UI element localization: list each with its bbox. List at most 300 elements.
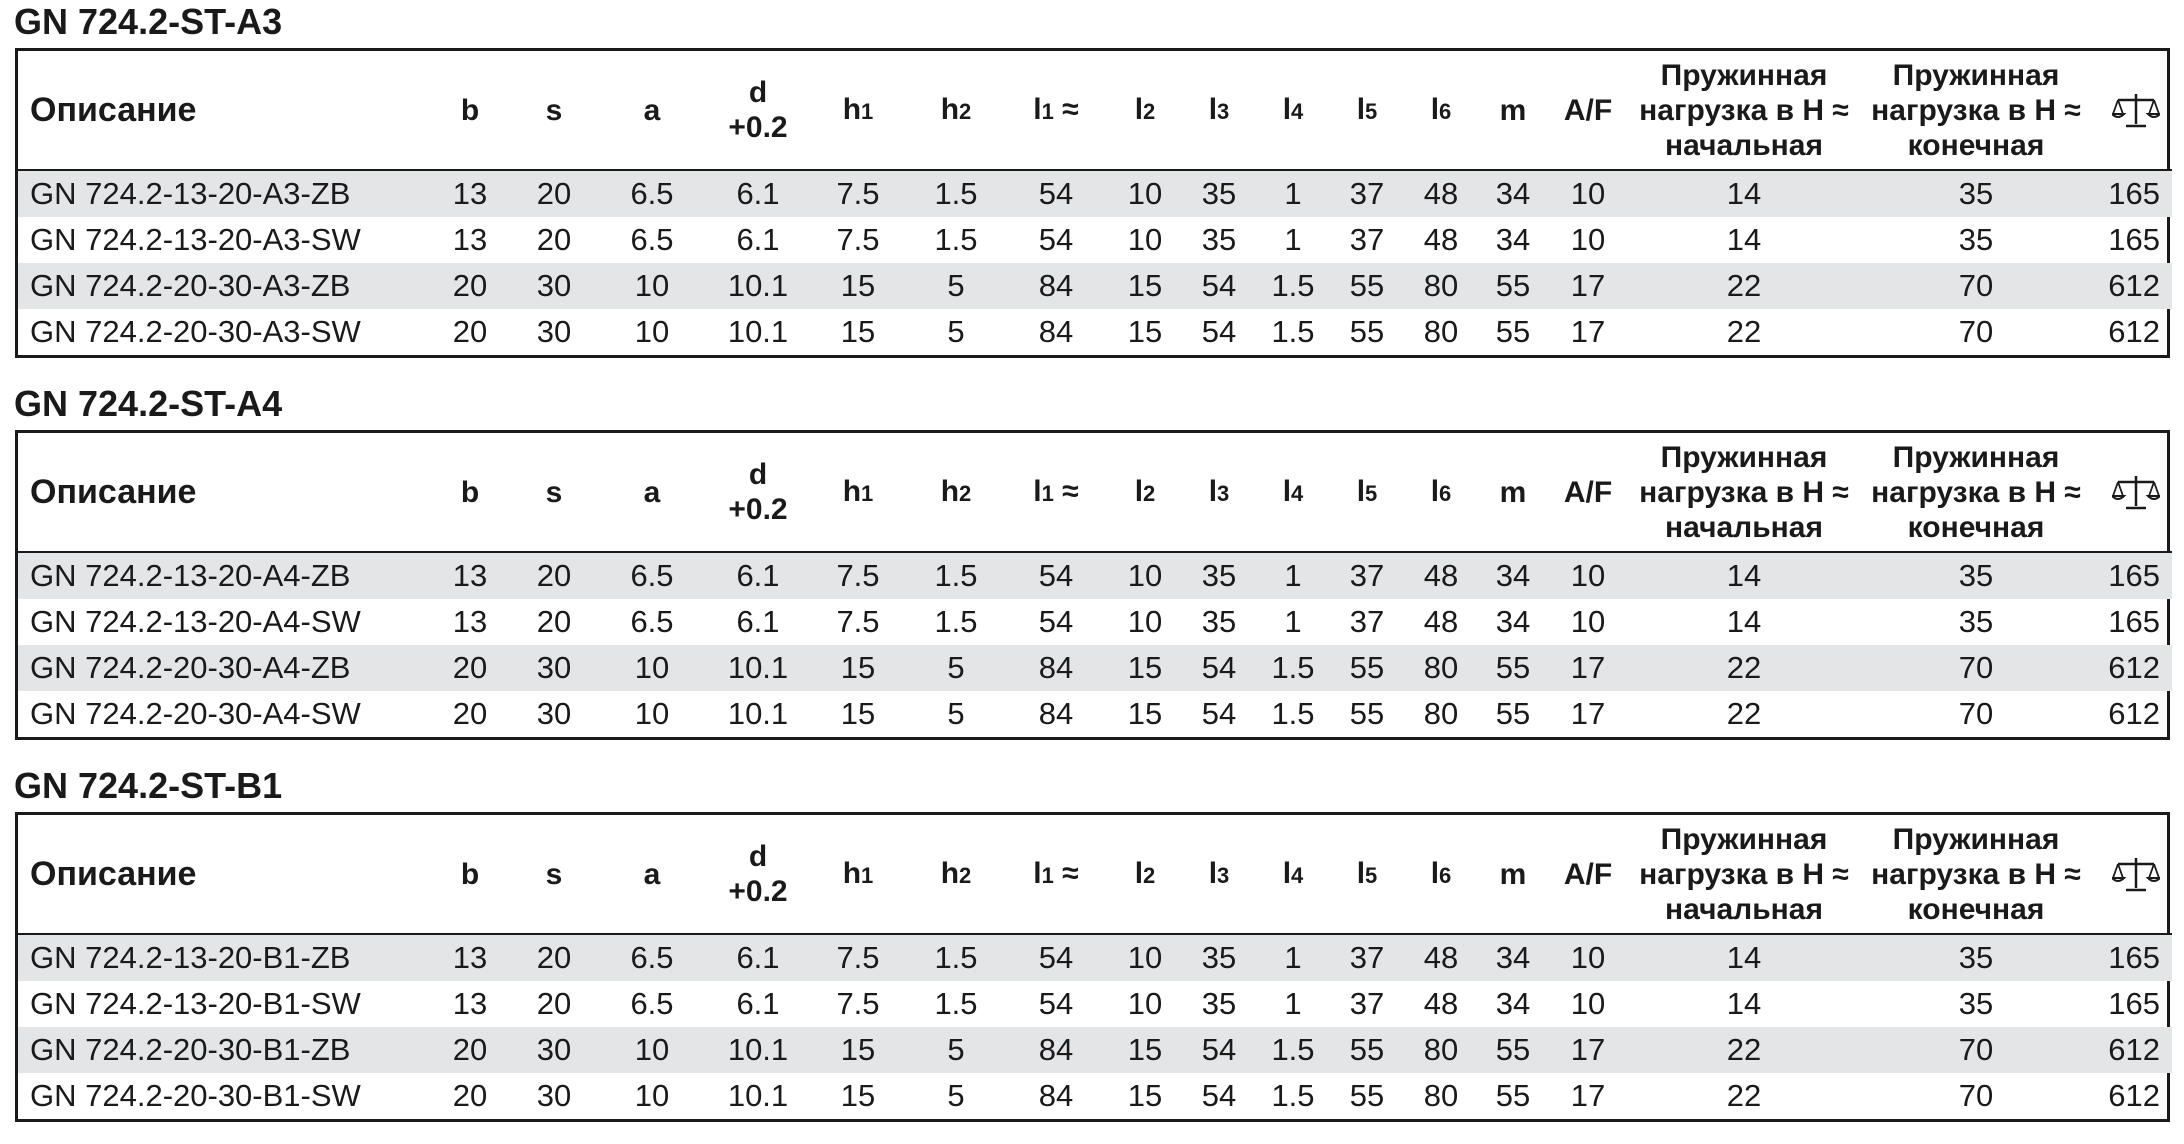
table-cell: 70 [1958,268,1994,303]
table-cell: 14 [1726,176,1762,211]
header-spring-start-line1: Пружинная [1660,822,1828,856]
table-cell: 48 [1423,176,1459,211]
header-l4-label: l [1282,474,1292,508]
table-cell: 10.1 [727,1078,789,1113]
spec-table-box [15,430,2170,740]
table-cell: 37 [1349,222,1385,257]
spec-table [18,433,2172,737]
table-cell: 612 [2108,268,2160,303]
header-l1-sub: 1 [1041,98,1054,124]
table-cell: 10 [634,696,670,731]
table-cell: 54 [1038,986,1074,1021]
table-cell: 1.5 [1271,314,1315,349]
table-cell: 35 [1958,940,1994,975]
table-cell: 30 [536,1032,572,1067]
table-cell: 15 [840,696,876,731]
header-m: m [1499,857,1527,891]
cell-description: GN 724.2-20-30-A3-SW [30,314,361,349]
header-af: A/F [1563,93,1613,127]
table-cell: 54 [1201,696,1237,731]
cell-description: GN 724.2-13-20-B1-ZB [30,940,351,975]
table-cell: 6.5 [630,558,674,593]
header-spring-end-line2: нагрузка в Н ≈ [1871,857,2081,891]
table-cell: 30 [536,314,572,349]
table-cell: 10.1 [727,650,789,685]
table-cell: 20 [536,604,572,639]
table-cell: 15 [1127,650,1163,685]
header-b: b [460,475,480,509]
table-cell: 6.5 [630,176,674,211]
table-cell: 6.1 [736,940,780,975]
header-h2 [908,51,1004,170]
table-cell: 6.5 [630,986,674,1021]
header-m: m [1499,93,1527,127]
table-cell: 6.1 [736,604,780,639]
header-h1-label: h [842,92,862,126]
table-cell: 5 [947,1078,965,1113]
header-l1-sub: 1 [1041,480,1054,506]
table-cell: 70 [1958,1032,1994,1067]
header-l6-sub: 6 [1439,862,1452,888]
table-cell: 35 [1201,604,1237,639]
header-l2-label: l [1134,92,1144,126]
header-l4-label: l [1282,856,1292,890]
header-weight [2092,433,2172,552]
table-cell: 80 [1423,1032,1459,1067]
header-l4 [1256,433,1330,552]
table-row [18,309,2172,355]
table-cell: 20 [536,222,572,257]
table-cell: 20 [452,1032,488,1067]
table-cell: 10 [1570,604,1606,639]
table-cell: 48 [1423,940,1459,975]
header-l1 [1004,433,1108,552]
header-d-line1: d [748,76,768,109]
table-cell: 6.1 [736,986,780,1021]
table-cell: 5 [947,650,965,685]
header-h2-label: h [940,856,960,890]
header-spring-end-line2: нагрузка в Н ≈ [1871,93,2081,127]
table-cell: 54 [1038,940,1074,975]
header-l6 [1404,815,1478,934]
table-cell: 55 [1349,1078,1385,1113]
table-cell: 5 [947,696,965,731]
cell-description: GN 724.2-20-30-B1-SW [30,1078,361,1113]
table-cell: 70 [1958,696,1994,731]
table-cell: 55 [1349,1032,1385,1067]
table-cell: 34 [1495,940,1531,975]
table-cell: 6.5 [630,222,674,257]
header-l4 [1256,51,1330,170]
table-cell: 15 [1127,696,1163,731]
header-h2 [908,433,1004,552]
header-l3-sub: 3 [1217,480,1230,506]
table-row [18,599,2172,645]
table-cell: 22 [1726,314,1762,349]
table-cell: 55 [1349,696,1385,731]
header-row [18,433,2172,552]
table-cell: 20 [452,696,488,731]
table-cell: 13 [452,986,488,1021]
table-cell: 80 [1423,650,1459,685]
header-l2-sub: 2 [1143,98,1156,124]
table-cell: 165 [2108,986,2160,1021]
header-d [708,433,808,552]
table-body [18,934,2172,1119]
header-spring-start-line1: Пружинная [1660,58,1828,92]
table-cell: 20 [536,176,572,211]
table-cell: 14 [1726,940,1762,975]
header-l1-label: l [1033,474,1042,508]
table-cell: 35 [1201,940,1237,975]
table-cell: 6.1 [736,176,780,211]
table-row [18,1073,2172,1119]
cell-description: GN 724.2-13-20-A3-ZB [30,176,351,211]
table-cell: 10.1 [727,314,789,349]
header-h1-sub: 1 [861,98,874,124]
table-cell: 10 [1570,558,1606,593]
table-cell: 1.5 [934,604,978,639]
table-cell: 5 [947,1032,965,1067]
table-cell: 15 [1127,1032,1163,1067]
table-cell: 55 [1349,268,1385,303]
table-cell: 10 [1570,940,1606,975]
header-b: b [460,857,480,891]
header-d-line1: d [748,458,768,491]
table-body [18,170,2172,355]
header-s: s [545,857,563,891]
header-spring-start-line2: нагрузка в Н ≈ [1639,93,1849,127]
table-cell: 10 [1127,604,1163,639]
table-cell: 5 [947,268,965,303]
table-cell: 15 [840,1078,876,1113]
table-cell: 55 [1495,268,1531,303]
header-row [18,51,2172,170]
header-l4 [1256,815,1330,934]
table-cell: 1.5 [934,940,978,975]
header-af: A/F [1563,857,1613,891]
table-cell: 30 [536,268,572,303]
table-cell: 35 [1958,986,1994,1021]
table-cell: 80 [1423,696,1459,731]
table-cell: 70 [1958,314,1994,349]
table-cell: 80 [1423,314,1459,349]
table-cell: 34 [1495,558,1531,593]
table-cell: 54 [1038,222,1074,257]
header-l5 [1330,433,1404,552]
header-b: b [460,93,480,127]
header-l5-label: l [1356,856,1366,890]
header-l5-sub: 5 [1365,98,1378,124]
table-cell: 48 [1423,604,1459,639]
header-spring-end-line3: конечная [1907,510,2045,544]
header-l6-label: l [1430,856,1440,890]
table-cell: 54 [1038,176,1074,211]
table-cell: 35 [1201,558,1237,593]
table-cell: 10.1 [727,696,789,731]
header-spring-start-line3: начальная [1665,510,1823,544]
table-cell: 17 [1570,650,1606,685]
table-cell: 165 [2108,222,2160,257]
table-cell: 7.5 [836,940,880,975]
header-l4-sub: 4 [1291,862,1304,888]
table-cell: 1.5 [934,558,978,593]
table-cell: 165 [2108,176,2160,211]
table-cell: 1.5 [1271,268,1315,303]
header-d-line1: d [748,840,768,873]
table-cell: 22 [1726,268,1762,303]
header-spring-start-line2: нагрузка в Н ≈ [1639,475,1849,509]
spec-table [18,815,2172,1119]
scale-icon [2112,854,2160,894]
header-d-line2: +0.2 [728,111,788,144]
table-row [18,981,2172,1027]
header-l6 [1404,51,1478,170]
table-cell: 14 [1726,222,1762,257]
table-cell: 35 [1958,222,1994,257]
table-cell: 70 [1958,650,1994,685]
table-cell: 1 [1284,940,1302,975]
header-spring-start [1628,433,1860,552]
header-l2-label: l [1134,474,1144,508]
header-row [18,815,2172,934]
table-row [18,934,2172,981]
table-cell: 1.5 [934,986,978,1021]
header-spring-end-line3: конечная [1907,128,2045,162]
header-d-line2: +0.2 [728,493,788,526]
table-cell: 37 [1349,176,1385,211]
table-cell: 7.5 [836,558,880,593]
table-cell: 17 [1570,696,1606,731]
table-cell: 13 [452,176,488,211]
header-l2 [1108,51,1182,170]
table-cell: 30 [536,650,572,685]
header-l3-label: l [1208,856,1218,890]
header-spring-end-line3: конечная [1907,892,2045,926]
header-l5 [1330,51,1404,170]
table-cell: 1.5 [1271,1078,1315,1113]
spec-table [18,51,2172,355]
table-cell: 17 [1570,1078,1606,1113]
table-cell: 30 [536,696,572,731]
header-l1-sub: 1 [1041,862,1054,888]
header-a: a [643,475,661,509]
table-cell: 15 [840,314,876,349]
header-l5 [1330,815,1404,934]
table-cell: 54 [1038,558,1074,593]
header-description: Описание [30,90,197,129]
table-cell: 15 [1127,268,1163,303]
header-spring-start-line1: Пружинная [1660,440,1828,474]
table-cell: 34 [1495,176,1531,211]
header-l6 [1404,433,1478,552]
table-cell: 14 [1726,558,1762,593]
table-cell: 54 [1201,314,1237,349]
table-cell: 55 [1495,650,1531,685]
table-cell: 22 [1726,696,1762,731]
header-d-line2: +0.2 [728,875,788,908]
table-cell: 37 [1349,558,1385,593]
table-cell: 10.1 [727,1032,789,1067]
table-cell: 20 [536,558,572,593]
table-cell: 17 [1570,314,1606,349]
header-h1-label: h [842,856,862,890]
header-l6-sub: 6 [1439,480,1452,506]
header-l2-label: l [1134,856,1144,890]
table-cell: 80 [1423,1078,1459,1113]
table-cell: 20 [452,268,488,303]
header-l1-label: l [1033,92,1042,126]
table-row [18,170,2172,217]
header-l3-label: l [1208,92,1218,126]
header-l3 [1182,433,1256,552]
header-l2 [1108,815,1182,934]
table-cell: 10 [634,314,670,349]
table-cell: 20 [452,650,488,685]
scale-icon [2112,472,2160,512]
table-cell: 10 [634,1078,670,1113]
header-spring-end-line1: Пружинная [1892,440,2060,474]
table-cell: 54 [1201,1078,1237,1113]
table-cell: 54 [1201,268,1237,303]
table-row [18,217,2172,263]
table-row [18,263,2172,309]
header-h1 [808,433,908,552]
table-cell: 37 [1349,940,1385,975]
table-cell: 34 [1495,986,1531,1021]
section-title: GN 724.2-ST-A3 [14,1,283,42]
header-l1-suffix: ≈ [1053,474,1079,508]
table-cell: 35 [1958,604,1994,639]
header-l2-sub: 2 [1143,480,1156,506]
header-spring-start [1628,51,1860,170]
table-cell: 55 [1495,696,1531,731]
table-cell: 20 [452,314,488,349]
table-cell: 15 [840,650,876,685]
header-l3 [1182,815,1256,934]
table-cell: 1 [1284,558,1302,593]
section-title: GN 724.2-ST-A4 [14,383,283,424]
table-cell: 54 [1201,650,1237,685]
table-cell: 54 [1038,604,1074,639]
table-cell: 10 [634,1032,670,1067]
table-body [18,552,2172,737]
header-l5-sub: 5 [1365,480,1378,506]
header-l3 [1182,51,1256,170]
table-cell: 15 [1127,314,1163,349]
table-cell: 54 [1201,1032,1237,1067]
header-h2 [908,815,1004,934]
table-cell: 20 [452,1078,488,1113]
table-cell: 22 [1726,650,1762,685]
table-cell: 10 [1570,986,1606,1021]
header-a: a [643,857,661,891]
table-row [18,645,2172,691]
table-cell: 6.1 [736,222,780,257]
header-l3-sub: 3 [1217,862,1230,888]
header-a: a [643,93,661,127]
header-h2-sub: 2 [959,862,972,888]
header-description: Описание [30,854,197,893]
header-h1-sub: 1 [861,862,874,888]
table-cell: 612 [2108,1032,2160,1067]
table-cell: 84 [1038,268,1074,303]
table-cell: 6.5 [630,940,674,975]
table-cell: 15 [840,1032,876,1067]
header-s: s [545,93,563,127]
table-cell: 612 [2108,1078,2160,1113]
header-h2-label: h [940,474,960,508]
table-cell: 35 [1201,986,1237,1021]
table-cell: 612 [2108,314,2160,349]
table-cell: 22 [1726,1078,1762,1113]
header-spring-end [1860,433,2092,552]
header-weight [2092,51,2172,170]
cell-description: GN 724.2-20-30-A3-ZB [30,268,351,303]
table-row [18,1027,2172,1073]
header-spring-start-line2: нагрузка в Н ≈ [1639,857,1849,891]
header-h1 [808,51,908,170]
spec-table-box [15,48,2170,358]
table-cell: 34 [1495,222,1531,257]
table-cell: 35 [1958,176,1994,211]
table-cell: 1.5 [1271,650,1315,685]
table-cell: 10.1 [727,268,789,303]
header-spring-end [1860,51,2092,170]
table-cell: 84 [1038,1078,1074,1113]
cell-description: GN 724.2-20-30-B1-ZB [30,1032,351,1067]
table-cell: 6.5 [630,604,674,639]
table-cell: 10 [634,650,670,685]
header-l3-sub: 3 [1217,98,1230,124]
header-l3-label: l [1208,474,1218,508]
table-cell: 37 [1349,604,1385,639]
scale-icon [2112,90,2160,130]
header-h1-label: h [842,474,862,508]
table-cell: 35 [1201,222,1237,257]
table-cell: 10 [1570,222,1606,257]
table-cell: 48 [1423,986,1459,1021]
table-cell: 84 [1038,314,1074,349]
table-cell: 84 [1038,650,1074,685]
table-cell: 70 [1958,1078,1994,1113]
table-cell: 1.5 [934,222,978,257]
cell-description: GN 724.2-20-30-A4-ZB [30,650,351,685]
table-cell: 1.5 [934,176,978,211]
header-spring-start [1628,815,1860,934]
header-l1 [1004,51,1108,170]
header-s: s [545,475,563,509]
header-l4-sub: 4 [1291,480,1304,506]
header-h2-sub: 2 [959,98,972,124]
table-cell: 35 [1958,558,1994,593]
header-spring-end [1860,815,2092,934]
table-cell: 35 [1201,176,1237,211]
table-cell: 22 [1726,1032,1762,1067]
header-h1-sub: 1 [861,480,874,506]
header-spring-end-line2: нагрузка в Н ≈ [1871,475,2081,509]
table-cell: 1.5 [1271,696,1315,731]
header-weight [2092,815,2172,934]
header-af: A/F [1563,475,1613,509]
table-cell: 10 [634,268,670,303]
table-cell: 48 [1423,222,1459,257]
table-cell: 612 [2108,650,2160,685]
table-cell: 17 [1570,268,1606,303]
header-spring-start-line3: начальная [1665,892,1823,926]
header-spring-end-line1: Пружинная [1892,58,2060,92]
table-cell: 84 [1038,696,1074,731]
